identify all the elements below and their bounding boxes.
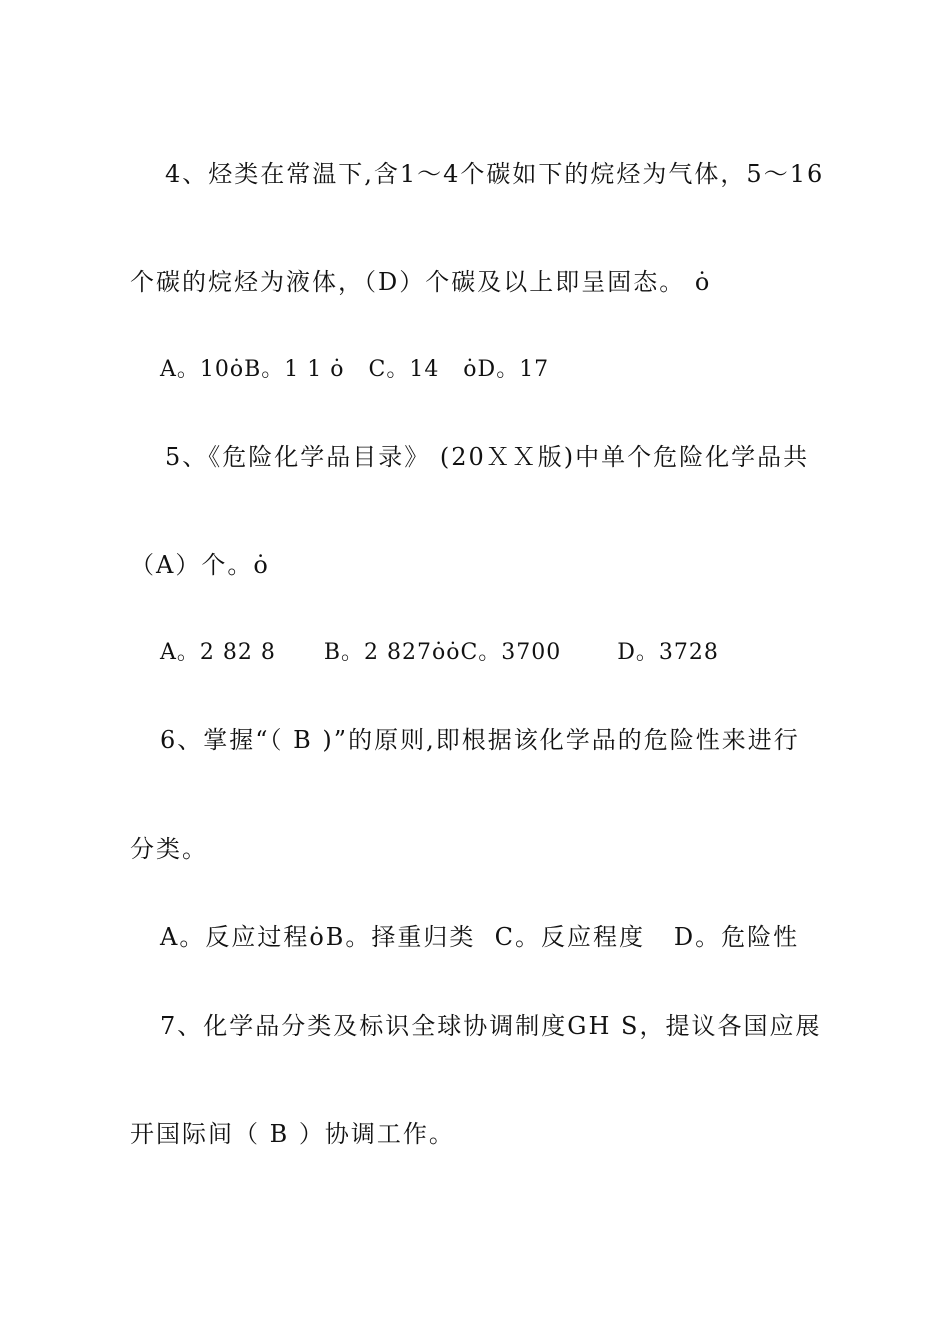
- question-6-stem-line-1: 6、掌握“（ B )”的原则,即根据该化学品的危险性来进行: [160, 726, 800, 754]
- question-4-stem-line-2: 个碳的烷烃为液体，（D）个碳及以上即呈固态。 ȯ: [130, 268, 712, 296]
- question-7-stem-line-1: 7、化学品分类及标识全球协调制度GH S，提议各国应展: [160, 1012, 822, 1040]
- question-6-stem-line-2: 分类。: [130, 835, 208, 863]
- question-5-stem-line-1: 5、《危险化学品目录》 (20ＸＸ版)中单个危险化学品共: [165, 443, 810, 471]
- question-4-options: A。10ȯB。1 1 ȯ C。14 ȯD。17: [160, 357, 550, 382]
- question-4-stem-line-1: 4、烃类在常温下,含1～4个碳如下的烷烃为气体，5～16: [165, 160, 825, 188]
- question-7-stem-line-2: 开国际间（ B ）协调工作。: [130, 1120, 455, 1148]
- question-5-options: A。2 82 8 B。2 827ȯȯC。3700 D。3728: [160, 640, 719, 665]
- question-6-options: A。反应过程ȯB。择重归类 C。反应程度 D。危险性: [160, 923, 800, 951]
- question-5-stem-line-2: （A）个。ȯ: [130, 551, 270, 579]
